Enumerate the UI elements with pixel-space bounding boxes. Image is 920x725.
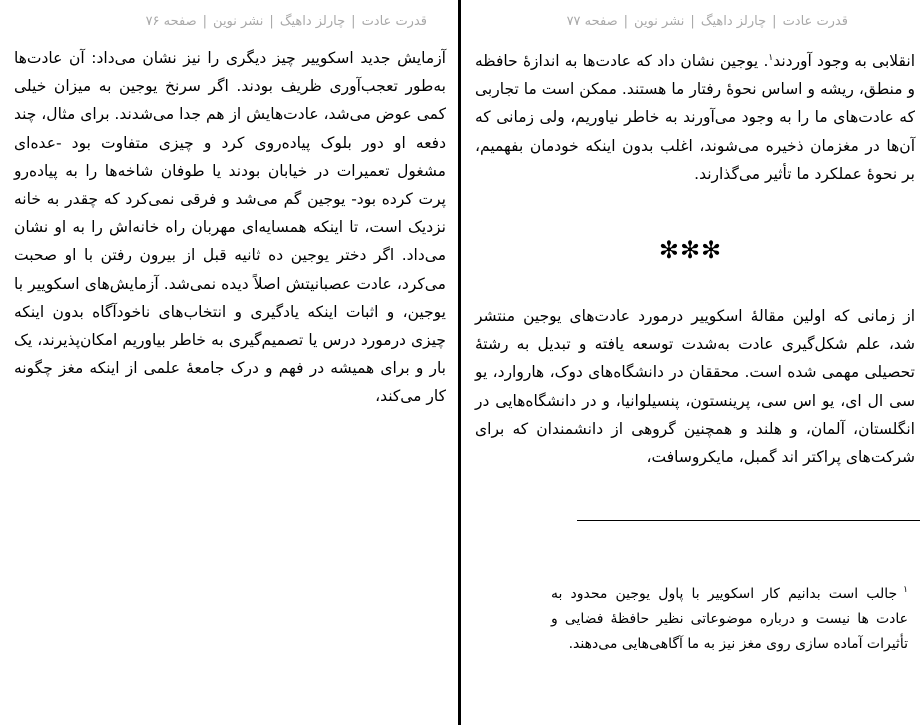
footnote [551,582,908,657]
body-paragraph: آزمایش جدید اسکوییر چیز دیگری را نیز نشان می‌داد: آن عادت‌ها به‌طور تعجب‌آوری ظریف بودند. اگر سرنخ یوجین به میزان خیلی کمی عوض می‌شد، عادت‌هایش از هم جدا می‌شدند. برای مثال، چند دفعه او دور بلوک پیاده‌روی کرد و چیزی متفاوت بود -عده‌ای مشغول تعمیرات در خیابان بودند یا طوفان شاخه‌ها را به پیاده‌رو پرت کرده بود- یوجین گم می‌شد و فرقی نمی‌کرد که چقدر به خانه نزدیک است، تا اینکه همسایه‌ای مهربان راه خانه‌اش را به او نشان می‌داد. اگر دختر یوجین ده ثانیه قبل از بیرون رفتن با او صحبت می‌کرد، عادت عصبانیتش اصلاً دیده نمی‌شد. آزمایش‌های اسکوییر با یوجین، و اثبات اینکه یادگیری و انتخاب‌های ناخودآگاه بدون اینکه چیزی درمورد درس یا تصمیم‌گیری به خاطر بیاوریم امکان‌پذیرند، یک بار و برای همیشه در فهم و درک جامعهٔ علمی از اینکه مغز چگونه کار می‌کند، [13,49,446,406]
footnote-reference[interactable]: ۱ [768,52,774,63]
book-title: قدرت عادت [361,14,427,29]
section-break-asterisks: ✻✻✻ [658,236,723,264]
footnote-text: جالب است بدانیم کار اسکوییر با پاول یوجین محدود به عادت ها نیست و درباره موضوعاتی نظیر حافظهٔ فضایی و تأثیرات آماده سازی روی مغز نیز به ما آگاهی‌هایی می‌دهند. [551,586,908,652]
right-page [461,0,920,725]
page-header-right [567,14,848,29]
right-page-body-bottom [475,302,915,471]
footnote-divider [577,520,920,521]
left-page [0,0,458,725]
footnote-marker: ۱ [903,585,908,596]
publisher-name: نشر نوین [213,14,264,29]
header-separator: | [351,14,356,29]
right-page-body-top [475,47,915,188]
header-separator: | [772,14,777,29]
paragraph-rest: . یوجین نشان داد که عادت‌ها به اندازهٔ حافظه و منطق، ریشه و اساس نحوهٔ رفتار ما هستند. ممکن است ما تجاربی که عادت‌های ما را به وجود می‌آورند به خاطر نیاوریم، ولی زمانی که آن‌ها در مغزمان ذخیره می‌شوند، اغلب بدون اینکه خودمان بفهمیم، بر نحوهٔ عملکرد ما تأثیر می‌گذارند. [475,52,915,183]
author-name: چارلز داهیگ [279,14,346,29]
publisher-name: نشر نوین [634,14,685,29]
page-number: صفحه ۷۶ [145,14,197,29]
author-name: چارلز داهیگ [700,14,767,29]
header-separator: | [623,14,629,29]
paragraph-start: انقلابی به وجود آوردند [773,52,915,70]
body-paragraph [475,47,915,188]
page-number: صفحه ۷۷ [566,14,618,29]
header-separator: | [202,14,208,29]
left-page-body [14,44,446,411]
header-separator: | [690,14,695,29]
body-paragraph: از زمانی که اولین مقالهٔ اسکوییر درمورد عادت‌های یوجین منتشر شد، علم شکل‌گیری عادت به‌شدت توسعه یافته و تبدیل به رشتهٔ تحصیلی مهمی شده است. محققان در دانشگاه‌های دوک، هاروارد، یو سی ال ای، یو اس سی، پرینستون، پنسیلوانیا، و در دانشگاه‌هایی در انگلستان، آلمان، و هلند و همچنین گروهی از دانشمندان که برای شرکت‌های پراکتر اند گمبل، مایکروسافت، [475,307,915,467]
header-separator: | [269,14,274,29]
book-title: قدرت عادت [782,14,848,29]
page-header-left [146,14,427,29]
